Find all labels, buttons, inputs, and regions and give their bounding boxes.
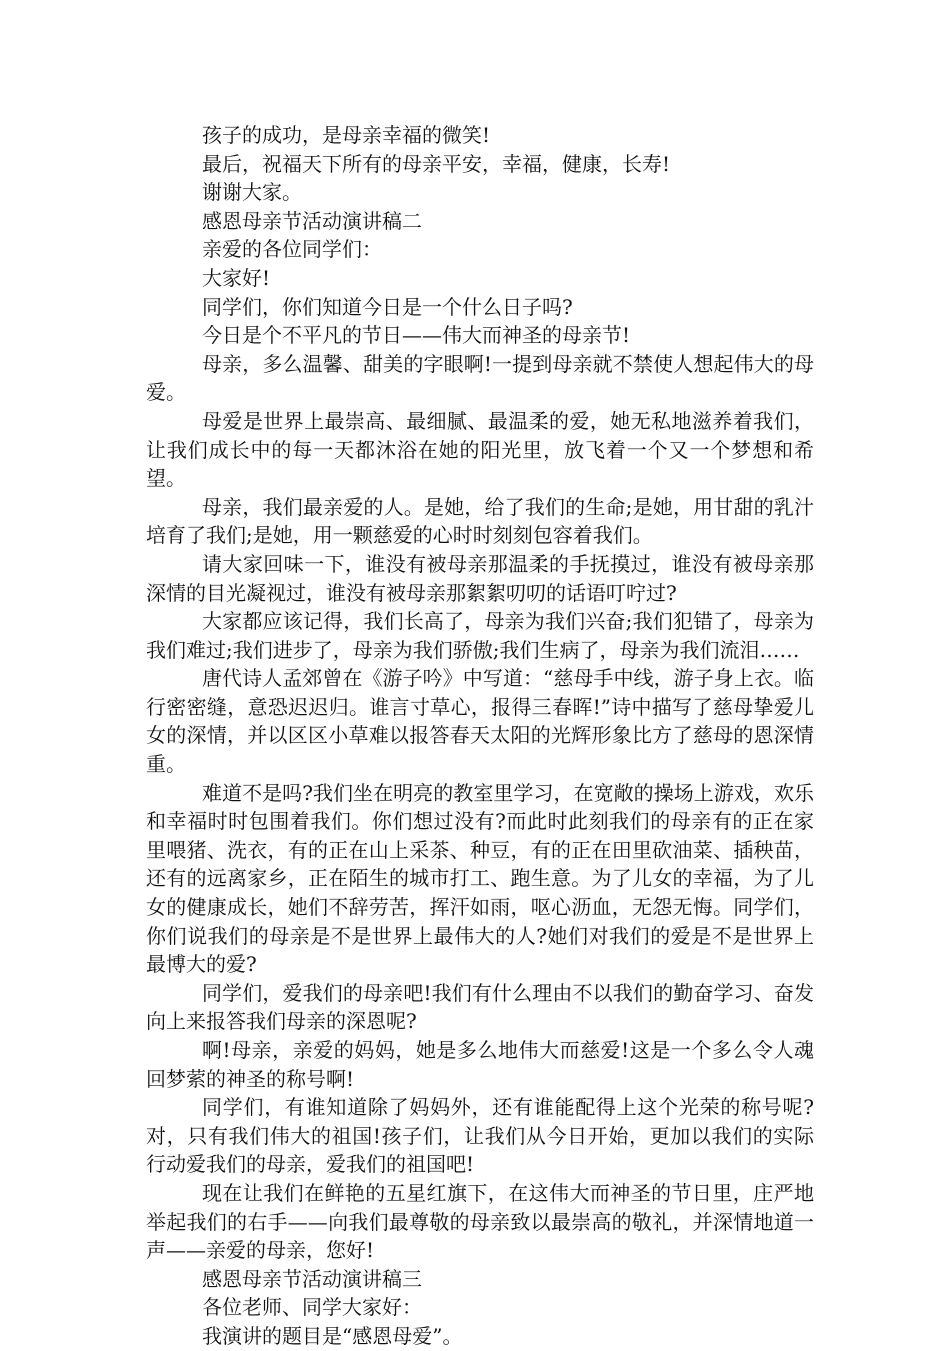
- paragraph-12: 请大家回味一下，谁没有被母亲那温柔的手抚摸过，谁没有被母亲那深情的目光凝视过，谁没有被母亲那絮絮叨叨的话语叮咛过?: [146, 551, 814, 605]
- paragraph-11: 母亲，我们最亲爱的人。是她，给了我们的生命;是她，用甘甜的乳汁培育了我们;是她，用一颗慈爱的心时时刻刻包容着我们。: [146, 494, 814, 548]
- paragraph-2: 最后，祝福天下所有的母亲平安，幸福，健康，长寿!: [202, 151, 671, 176]
- paragraph-14: 唐代诗人孟郊曾在《游子吟》中写道：“慈母手中线，游子身上衣。临行密密缝，意恐迟迟归。谁言寸草心，报得三春晖!”诗中描写了慈母挚爱儿女的深情，并以区区小草难以报答春天太阳的光辉形象比方了慈母的恩深情重。: [146, 666, 814, 777]
- paragraph-18: 同学们，有谁知道除了妈妈外，还有谁能配得上这个光荣的称号呢?对，只有我们伟大的祖国!孩子们，让我们从今日开始，更加以我们的实际行动爱我们的母亲，爱我们的祖国吧!: [146, 1095, 814, 1177]
- paragraph-3: 谢谢大家。: [202, 180, 302, 205]
- paragraph-17: 啊!母亲，亲爱的妈妈，她是多么地伟大而慈爱!这是一个多么令人魂回梦萦的神圣的称号啊!: [146, 1038, 814, 1091]
- paragraph-13: 大家都应该记得，我们长高了，母亲为我们兴奋;我们犯错了，母亲为我们难过;我们进步了，母亲为我们骄傲;我们生病了，母亲为我们流泪……: [146, 609, 814, 662]
- paragraph-16: 同学们，爱我们的母亲吧!我们有什么理由不以我们的勤奋学习、奋发向上来报答我们母亲的深恩呢?: [146, 980, 814, 1034]
- section-heading-3: 感恩母亲节活动演讲稿三: [202, 1266, 422, 1291]
- paragraph-7: 同学们，你们知道今日是一个什么日子吗?: [202, 294, 573, 319]
- document-body: [146, 121, 814, 1351]
- salutation-3: 各位老师、同学大家好：: [202, 1295, 422, 1320]
- paragraph-15: 难道不是吗?我们坐在明亮的教室里学习，在宽敞的操场上游戏，欢乐和幸福时时包围着我们。你们想过没有?而此时此刻我们的母亲有的正在家里喂猪、洗衣，有的正在山上采茶、种豆，有的正在田里砍油菜、插秧苗，还有的远离家乡，正在陌生的城市打工、跑生意。为了儿女的幸福，为了儿女的健康成长，她们不辞劳苦，挥汗如雨，呕心沥血，无怨无悔。同学们，你们说我们的母亲是不是世界上最伟大的人?她们对我们的爱是不是世界上最博大的爱?: [146, 780, 814, 977]
- paragraph-9: 母亲，多么温馨、甜美的字眼啊!一提到母亲就不禁使人想起伟大的母爱。: [146, 351, 814, 405]
- greeting: 大家好!: [202, 265, 271, 290]
- paragraph-10: 母爱是世界上最崇高、最细腻、最温柔的爱，她无私地滋养着我们，让我们成长中的每一天都沐浴在她的阳光里，放飞着一个又一个梦想和希望。: [146, 408, 814, 491]
- paragraph-19: 现在让我们在鲜艳的五星红旗下，在这伟大而神圣的节日里，庄严地举起我们的右手——向我们最尊敬的母亲致以最崇高的敬礼，并深情地道一声——亲爱的母亲，您好!: [146, 1180, 814, 1263]
- section-heading-2: 感恩母亲节活动演讲稿二: [202, 208, 422, 233]
- paragraph-8: 今日是个不平凡的节日——伟大而神圣的母亲节!: [202, 323, 631, 348]
- salutation: 亲爱的各位同学们：: [202, 237, 382, 262]
- paragraph-1: 孩子的成功，是母亲幸福的微笑!: [202, 123, 491, 147]
- paragraph-22: 我演讲的题目是“感恩母爱”。: [202, 1323, 463, 1348]
